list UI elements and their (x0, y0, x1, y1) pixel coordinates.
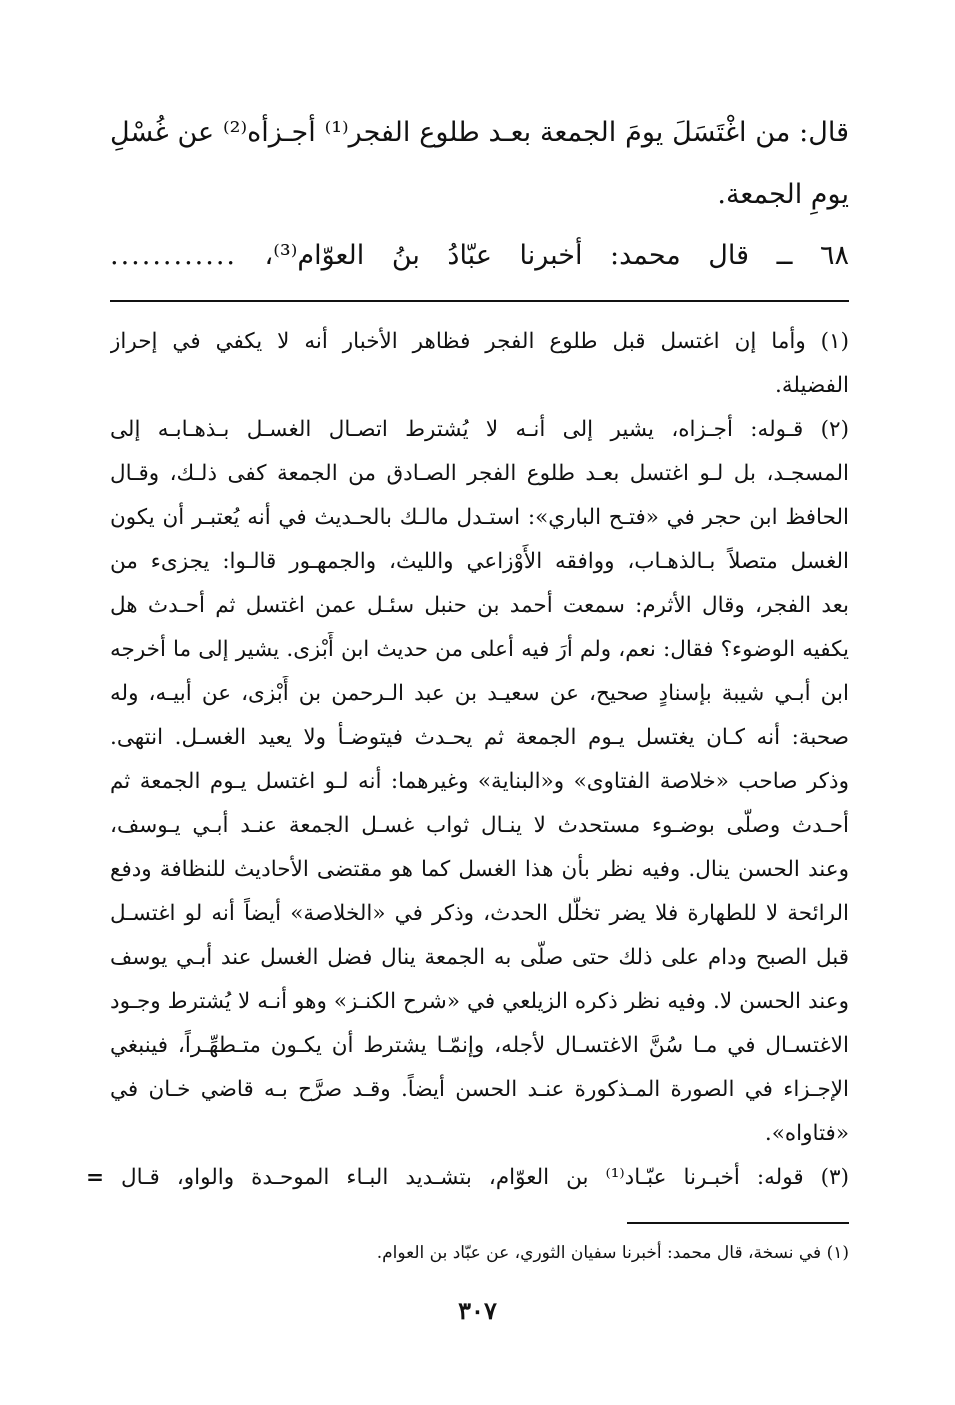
footnote-2-line-15: الاغتسـال في مـا سُنَّ الاغتسـال لأجله، وإنمّـا يشترط أن يكـون متـطهِّـراً، فينبغي (110, 1033, 849, 1058)
main-text-line-1: قال: من اغْتَسَلَ يومَ الجمعة بعـد طلوع الفجر⁽¹⁾ أجـزأه⁽²⁾ عن غُسْلِ (110, 117, 849, 148)
footnote-2-line-9: وذكر صاحب «خلاصة الفتاوى» و«البناية» وغيرهما: أنه لـو اغتسل يـوم الجمعة ثم (110, 769, 849, 794)
footnote-2-line-8: صحبة: أنه كـان يغتسل يـوم الجمعة ثم يحـدث فيتوضـأ ولا يعيد الغسـل. انتهى. (110, 725, 849, 750)
main-text-line-2: يومِ الجمعة. (717, 179, 849, 210)
footnote-2-line-5: بعد الفجر، وقال الأثرم: سمعت أحمد بن حنبل سئـل عمن اغتسل ثم أحـدث هل (110, 593, 849, 618)
footnote-2-line-14: وعند الحسن لا. وفيه نظر ذكره الزيلعي في «شرح الكنـز» وهو أنـه لا يُشترط وجـود (110, 989, 849, 1014)
hadith-number: ٦٨ ــ (776, 240, 849, 271)
footnote-3-text: (٣) قوله: أخبـرنا عبّـاد⁽¹⁾ بن العوّام، بتشـديد البـاء الموحـدة والواو، قـال (121, 1165, 849, 1190)
footnote-2-line-7: ابن أبـي شيبة بإسنادٍ صحيح، عن سعيـد بن عبد الـرحمن بن أَبْزى، عن أبيـه، وله (110, 681, 849, 706)
footnote-2-line-12: الرائحة لا للطهارة فلا يضر تخلُّل الحدث، وذكر في «الخلاصة» أيضاً أنه لو اغتسـل (110, 901, 849, 926)
sub-footnote-separator (627, 1222, 849, 1224)
footnote-1-line-1: (١) وأما إن اغتسل قبل طلوع الفجر فظاهر الأخبار أنه لا يكفي في إحراز (110, 329, 849, 354)
hadith-line (110, 236, 849, 276)
hadith-text: قال محمد: أخبرنا عبّادُ بنُ العوّام⁽³⁾، (264, 240, 750, 271)
footnote-2-line-11: وعند الحسن ينال. وفيه نظر بأن هذا الغسل كما هو مقتضى الأحاديث للنظافة ودفع (110, 857, 849, 882)
continuation-mark: = (86, 1165, 105, 1190)
footnote-2-line-3: الحافظ ابن حجر في «فتـح الباري»: استـدل مالـك بالحـديث في أنه يُعتبـر أن يكون (110, 505, 849, 530)
footnote-2-line-2: المسجـد، بل لـو اغتسل بعـد طلوع الفجر الصـادق من الجمعة كفى ذلـك، وقـال (110, 461, 849, 486)
footnote-2-line-1: (٢) قـوله: أجـزاه، يشير إلى أنـه لا يُشترط اتصـال الغسـل بـذهـابـه إلى (110, 417, 849, 442)
footnote-2-line-4: الغسل متصلاً بـالذهـاب، ووافقه الأَوْزاعي والليث، والجمهـور قالـوا: يجزىء من (110, 549, 849, 574)
hadith-dots: ............ (110, 240, 237, 271)
footnote-2-line-10: أحـدث وصلّى بوضـوء مستحدث لا ينـال ثواب غسـل الجمعة عنـد أبـي يـوسف، (110, 813, 849, 838)
sub-footnote-line-1: (١) في نسخة، قال محمد: أخبرنا سفيان الثوري، عن عبّاد بن العوام. (376, 1243, 849, 1263)
footnote-2-line-6: يكفيه الوضوء؟ فقال: نعم، ولم أرَ فيه أعلى من حديث ابن أَبْزى. يشير إلى ما أخرجه (110, 637, 849, 662)
footnote-3-line-1 (86, 1160, 849, 1196)
footnote-2-line-13: قبل الصبح ودام على ذلك حتى صلّى به الجمعة ينال فضل الغسل عند أبـي يوسف (110, 945, 849, 970)
page-number: ٣٠٧ (458, 1296, 497, 1325)
footnote-2-line-17: «فتاواه». (764, 1121, 849, 1146)
footnote-separator (110, 300, 849, 302)
footnote-2-line-16: الإجـزاء في الصورة المـذكورة عنـد الحسن أيضاً. وقـد صرَّح بـه قاضي خـان في (110, 1077, 849, 1102)
footnote-1-line-2: الفضيلة. (774, 373, 849, 398)
